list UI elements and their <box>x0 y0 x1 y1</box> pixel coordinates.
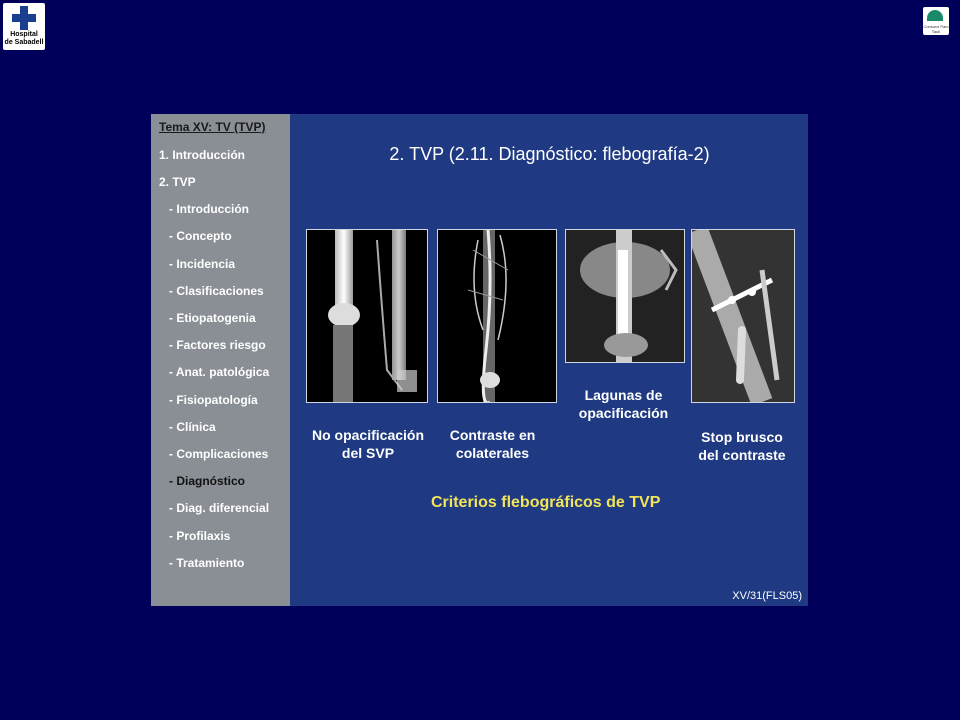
sidebar-item-fisiopatologia: - Fisiopatología <box>169 393 258 407</box>
slide-reference: XV/31(FLS05) <box>732 590 802 602</box>
slide-title: 2. TVP (2.11. Diagnóstico: flebografía-2) <box>389 144 710 164</box>
sidebar-item-incidencia: - Incidencia <box>169 257 236 271</box>
sidebar-title: Tema XV: TV (TVP) <box>159 120 266 134</box>
xray-image-1 <box>306 229 428 403</box>
caption-2 <box>435 426 550 462</box>
sidebar-item-diag-diferencial: - Diag. diferencial <box>169 501 270 515</box>
sidebar <box>151 114 290 606</box>
consorci-mark-icon <box>927 10 943 21</box>
sidebar-item-profilaxis: - Profilaxis <box>169 529 231 543</box>
sidebar-item-clasificaciones: - Clasificaciones <box>169 284 264 298</box>
caption-1-line2: del SVP <box>341 445 395 461</box>
sidebar-item-etiopatogenia: - Etiopatogenia <box>169 311 256 325</box>
sidebar-item-anat-patologica: - Anat. patológica <box>169 365 270 379</box>
hospital-logo <box>3 3 45 50</box>
sidebar-item-clinica: - Clínica <box>169 420 216 434</box>
caption-3 <box>566 386 681 422</box>
xray-image-2 <box>437 229 557 403</box>
sidebar-item-complicaciones: - Complicaciones <box>169 447 269 461</box>
caption-2-line2: colaterales <box>455 445 530 461</box>
caption-4 <box>688 428 796 464</box>
cross-icon <box>12 6 36 30</box>
caption-2-line1: Contraste en <box>449 427 536 443</box>
caption-3-line1: Lagunas de <box>584 387 663 403</box>
sidebar-item-tratamiento: - Tratamiento <box>169 556 245 570</box>
caption-4-line2: del contraste <box>698 447 786 463</box>
hospital-logo-text-1: Hospital <box>10 31 38 38</box>
caption-1-line1: No opacificación <box>311 427 425 443</box>
consorci-logo <box>923 7 949 35</box>
sidebar-item-introduccion: 1. Introducción <box>159 148 246 162</box>
slide <box>151 114 808 606</box>
sidebar-item-tvp-introduccion: - Introducción <box>169 202 249 216</box>
caption-4-line1: Stop brusco <box>701 429 783 445</box>
criteria-heading: Criterios flebográficos de TVP <box>431 494 661 511</box>
caption-3-line2: opacificación <box>578 405 669 421</box>
consorci-logo-text: Consorci Parc Taulí <box>923 24 949 34</box>
caption-1 <box>303 426 433 462</box>
sidebar-item-concepto: - Concepto <box>169 229 232 243</box>
hospital-logo-text-2: de Sabadell <box>4 39 44 46</box>
sidebar-item-diagnostico: - Diagnóstico <box>169 474 246 488</box>
sidebar-item-factores-riesgo: - Factores riesgo <box>169 338 266 352</box>
xray-image-4 <box>691 229 795 403</box>
xray-image-3 <box>565 229 685 363</box>
sidebar-item-tvp: 2. TVP <box>159 175 196 189</box>
